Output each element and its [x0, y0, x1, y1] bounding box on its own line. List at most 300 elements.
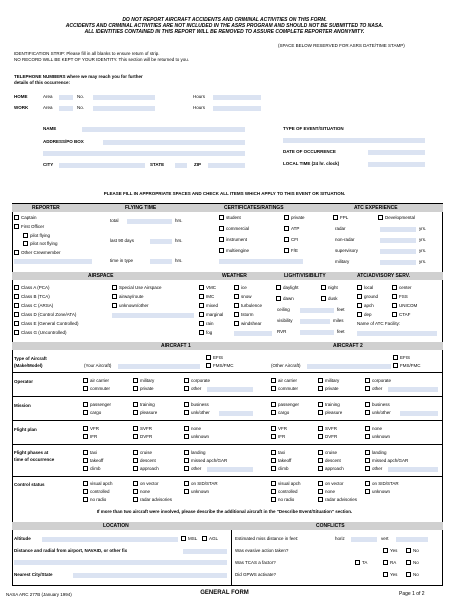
fpl-label: FPL [340, 215, 349, 220]
fss-checkbox[interactable] [392, 294, 397, 299]
form-title: GENERAL FORM [200, 590, 249, 596]
supervisory-yrs-field[interactable] [380, 249, 416, 254]
ac1-air-carrier-checkbox[interactable] [83, 378, 88, 383]
ac1-vfr-checkbox[interactable] [83, 426, 88, 431]
ac2-business-checkbox[interactable] [365, 402, 370, 407]
rain-label: rain [206, 321, 214, 326]
gpws-yes-label: Yes [390, 572, 398, 577]
ac2-phase-other-checkbox[interactable] [365, 466, 370, 471]
ceiling-unit: feet [337, 307, 345, 312]
ac2-missed-checkbox[interactable] [365, 458, 370, 463]
msl-checkbox[interactable] [181, 536, 186, 541]
conflicts-header: CONFLICTS [316, 523, 345, 529]
distance-radial-field[interactable] [183, 549, 227, 554]
zip-label: ZIP [194, 162, 202, 167]
special-use-checkbox[interactable] [112, 285, 117, 290]
ac2-approach-checkbox[interactable] [318, 466, 323, 471]
commercial-checkbox[interactable] [219, 226, 224, 231]
distance-radial-label: Distance and radial from airport, NAVAID, or other fix [14, 548, 128, 553]
ac1-landing-label: landing [191, 450, 206, 455]
evasive-action-label: Was evasive action taken? [235, 548, 289, 553]
altitude-field[interactable] [42, 537, 178, 542]
local-time-field[interactable] [368, 162, 425, 167]
ac1-climb-checkbox[interactable] [83, 466, 88, 471]
dusk-checkbox[interactable] [321, 296, 326, 301]
ac1-dvfr-label: DVFR [140, 434, 153, 439]
ac2-passenger-checkbox[interactable] [271, 402, 276, 407]
airspace-other-field[interactable] [112, 313, 194, 318]
class-d-label: Class D (Control Zone/ATA) [21, 312, 77, 317]
home-hours-field[interactable] [213, 95, 261, 100]
pilot-flying-checkbox[interactable] [23, 233, 28, 238]
center-label: center [399, 285, 412, 290]
msl-label: MSL [188, 536, 198, 541]
ac1-fp-unknown-checkbox[interactable] [184, 434, 189, 439]
ground-label: ground [364, 294, 379, 299]
ac1-svfr-checkbox[interactable] [133, 426, 138, 431]
aircraft-2-efis-label: EFIS [400, 355, 411, 360]
imc-label: IMC [206, 294, 215, 299]
ac2-landing-checkbox[interactable] [365, 450, 370, 455]
ac2-visual-apch-label: visual apch [278, 481, 301, 486]
home-hours-label: Hours [193, 94, 206, 99]
radar-yrs-field[interactable] [380, 227, 416, 232]
home-label: HOME [14, 94, 28, 99]
multiengine-checkbox[interactable] [219, 248, 224, 253]
ceiling-field[interactable] [300, 308, 334, 313]
ac2-controlled-checkbox[interactable] [271, 489, 276, 494]
captain-checkbox[interactable] [14, 215, 19, 220]
date-occurrence-label: DATE OF OCCURRENCE [283, 149, 336, 154]
ac1-taxi-checkbox[interactable] [83, 450, 88, 455]
ac2-cs-none-checkbox[interactable] [318, 489, 323, 494]
aircraft-2-fms-label: FMS/FMC [400, 363, 421, 368]
notice-line-1: DO NOT REPORT AIRCRAFT ACCIDENTS AND CRIMINAL ACTIVITIES ON THIS FORM. [122, 17, 327, 23]
fe-checkbox[interactable] [284, 248, 289, 253]
tcas-ra-checkbox[interactable] [383, 560, 388, 565]
gpws-no-label: No [413, 572, 419, 577]
ac1-fp-none-checkbox[interactable] [184, 426, 189, 431]
ac1-no-radio-label: no radio [90, 497, 107, 502]
tcas-factor-label: Was TCAS a factor? [235, 560, 276, 565]
name-field[interactable] [82, 127, 245, 132]
instrument-checkbox[interactable] [219, 237, 224, 242]
ac1-takeoff-checkbox[interactable] [83, 458, 88, 463]
section-4-header [12, 522, 443, 530]
ac1-phase-other-field[interactable] [207, 467, 253, 472]
airway-checkbox[interactable] [112, 294, 117, 299]
ac2-air-carrier-label: air carrier [278, 378, 298, 383]
ac1-on-vector-checkbox[interactable] [133, 481, 138, 486]
other-aircraft-label: (Other Aircraft) [271, 363, 301, 368]
ac1-ifr-checkbox[interactable] [83, 434, 88, 439]
home-area-label: Area [43, 94, 53, 99]
ac2-military-label: military [325, 378, 340, 383]
reporter-header: REPORTER [32, 205, 60, 211]
atc-experience-header: ATC EXPERIENCE [354, 205, 398, 211]
home-area-field[interactable] [59, 95, 73, 100]
imc-checkbox[interactable] [199, 294, 204, 299]
ac2-vfr-checkbox[interactable] [271, 426, 276, 431]
visibility-label: visibility [277, 318, 293, 323]
ac1-training-label: training [140, 402, 155, 407]
ac2-commuter-label: commuter [278, 386, 299, 391]
ac2-cs-none-label: none [325, 489, 336, 494]
tcas-ta-checkbox[interactable] [355, 560, 360, 565]
unknown-other-airspace-label: unknown/other [119, 303, 149, 308]
ground-checkbox[interactable] [357, 294, 362, 299]
evasive-no-checkbox[interactable] [406, 548, 411, 553]
horiz-label: horiz [335, 536, 345, 541]
ac1-descent-checkbox[interactable] [133, 458, 138, 463]
ac2-operator-other-field[interactable] [388, 387, 438, 392]
atc-facility-field[interactable] [357, 331, 437, 336]
atc-facility-label: Name of ATC Facility: [357, 321, 401, 326]
ac1-cruise-label: cruise [140, 450, 153, 455]
state-field[interactable] [175, 163, 187, 168]
ac1-takeoff-label: takeoff [90, 458, 104, 463]
unicom-label: UNICOM [399, 303, 418, 308]
center-checkbox[interactable] [392, 285, 397, 290]
marginal-checkbox[interactable] [199, 312, 204, 317]
ac1-svfr-label: SVFR [140, 426, 153, 431]
class-g-label: Class G (Uncontrolled) [21, 330, 67, 335]
atp-checkbox[interactable] [284, 226, 289, 231]
home-number-field[interactable] [93, 95, 155, 100]
ac1-cargo-checkbox[interactable] [83, 410, 88, 415]
ac2-fp-unknown-checkbox[interactable] [365, 434, 370, 439]
windshear-label: windshear [241, 321, 262, 326]
weather-header: WEATHER [222, 273, 247, 279]
marginal-label: marginal [206, 312, 224, 317]
student-checkbox[interactable] [219, 215, 224, 220]
class-a-label: Class A (PCA) [21, 285, 50, 290]
ac1-phase-other-label: other [191, 466, 202, 471]
notice-line-2: ACCIDENTS AND CRIMINAL ACTIVITIES ARE NOT INCLUDED IN THE ASRS PROGRAM AND SHOULD NOT BE SUBMITTED TO NASA. [65, 23, 384, 29]
other-crew-checkbox[interactable] [14, 250, 19, 255]
ac2-pleasure-checkbox[interactable] [318, 410, 323, 415]
gpws-label: Did GPWS activate? [235, 572, 277, 577]
ac1-cargo-label: cargo [90, 410, 102, 415]
ac2-phase-other-field[interactable] [388, 467, 438, 472]
private-cert-label: private [291, 215, 305, 220]
aircraft-2-fms-checkbox[interactable] [393, 363, 398, 368]
ac1-visual-apch-label: visual apch [90, 481, 113, 486]
daylight-checkbox[interactable] [276, 285, 281, 290]
time-type-hrs-field[interactable] [150, 259, 172, 264]
ac1-business-checkbox[interactable] [184, 402, 189, 407]
visibility-field[interactable] [300, 319, 330, 324]
tcas-no-label: No [413, 560, 419, 565]
ac2-private-checkbox[interactable] [318, 386, 323, 391]
total-hrs-field[interactable] [127, 219, 172, 224]
agl-checkbox[interactable] [202, 536, 207, 541]
ac1-unk-other-checkbox[interactable] [184, 410, 189, 415]
windshear-checkbox[interactable] [234, 321, 239, 326]
divider [12, 396, 443, 397]
weather-other-field[interactable] [234, 331, 272, 336]
state-label: STATE [150, 162, 165, 167]
operator-label: Operator [14, 379, 34, 384]
ac2-svfr-label: SVFR [325, 426, 338, 431]
unicom-checkbox[interactable] [392, 303, 397, 308]
ac2-cruise-checkbox[interactable] [318, 450, 323, 455]
military-yrs-field[interactable] [380, 260, 416, 265]
time-type-hrs-unit: hrs. [175, 258, 183, 263]
ac2-radar-adv-label: radar advisories [325, 497, 358, 502]
work-number-field[interactable] [93, 106, 155, 111]
ac2-corporate-label: corporate [372, 378, 392, 383]
apch-label: apch [364, 303, 374, 308]
tstorm-checkbox[interactable] [234, 312, 239, 317]
ac1-unk-other-label: unk/other [191, 410, 210, 415]
ac2-taxi-checkbox[interactable] [271, 450, 276, 455]
ac1-no-radio-checkbox[interactable] [83, 497, 88, 502]
divider [12, 372, 443, 373]
other-cert-field[interactable] [219, 259, 303, 264]
supervisory-yrs-unit: yrs. [419, 248, 427, 253]
evasive-yes-checkbox[interactable] [383, 548, 388, 553]
aircraft-1-type-field[interactable] [118, 364, 200, 369]
ac1-passenger-checkbox[interactable] [83, 402, 88, 407]
ident-strip-line-1: IDENTIFICATION STRIP: Please fill in all blanks to ensure return of strip. [14, 51, 160, 56]
aircraft-1-fms-label: FMS/FMC [213, 363, 234, 368]
notice-line-3: ALL IDENTITIES CONTAINED IN THIS REPORT WILL BE REMOVED TO ASSURE COMPLETE REPORTER ANONYMITY. [84, 29, 365, 35]
ac1-missed-label: missed apch/GAR [191, 458, 228, 463]
local-time-label: LOCAL TIME (24 hr. clock) [283, 161, 340, 166]
ac2-fp-none-checkbox[interactable] [365, 426, 370, 431]
ac2-commuter-checkbox[interactable] [271, 386, 276, 391]
ac1-pleasure-checkbox[interactable] [133, 410, 138, 415]
date-occurrence-field[interactable] [368, 150, 425, 155]
class-d-checkbox[interactable] [14, 312, 19, 317]
ac2-radar-adv-checkbox[interactable] [318, 497, 323, 502]
aircraft-1-efis-label: EFIS [213, 355, 224, 360]
unknown-other-airspace-checkbox[interactable] [112, 303, 117, 308]
ac2-on-sid-checkbox[interactable] [365, 481, 370, 486]
city-label: CITY [43, 162, 54, 167]
ac1-commuter-checkbox[interactable] [83, 386, 88, 391]
ac1-controlled-label: controlled [90, 489, 110, 494]
aircraft-1-efis-checkbox[interactable] [206, 355, 211, 360]
rvr-unit: feet [337, 329, 345, 334]
daylight-label: daylight [283, 285, 299, 290]
more-aircraft-note: If more than two aircraft were involved, please describe the additional aircraft in the "Describe Event/Situation" section. [96, 509, 353, 514]
address-field[interactable] [103, 140, 245, 145]
ac1-passenger-label: passenger [90, 402, 112, 407]
mission-label: Mission [14, 403, 31, 408]
developmental-checkbox[interactable] [378, 215, 383, 220]
last90-hrs-field[interactable] [150, 239, 172, 244]
ac2-cs-unknown-checkbox[interactable] [365, 489, 370, 494]
gpws-no-checkbox[interactable] [406, 572, 411, 577]
ac2-military-checkbox[interactable] [318, 378, 323, 383]
class-g-checkbox[interactable] [14, 330, 19, 335]
home-no-label: No. [77, 94, 85, 99]
fss-label: FSS [399, 294, 408, 299]
ac1-other-label: other [191, 386, 202, 391]
ac2-training-checkbox[interactable] [318, 402, 323, 407]
ac2-on-vector-checkbox[interactable] [318, 481, 323, 486]
ac2-cargo-checkbox[interactable] [271, 410, 276, 415]
apch-checkbox[interactable] [357, 303, 362, 308]
ac1-business-label: business [191, 402, 209, 407]
aircraft-2-type-field[interactable] [307, 364, 391, 369]
ac1-private-checkbox[interactable] [133, 386, 138, 391]
ac1-phase-other-checkbox[interactable] [184, 466, 189, 471]
ac1-other-checkbox[interactable] [184, 386, 189, 391]
ac1-on-sid-checkbox[interactable] [184, 481, 189, 486]
ac2-air-carrier-checkbox[interactable] [271, 378, 276, 383]
ceiling-label: ceiling [277, 307, 290, 312]
ac2-dvfr-checkbox[interactable] [318, 434, 323, 439]
ac1-cs-unknown-checkbox[interactable] [184, 489, 189, 494]
ac1-mission-other-field[interactable] [219, 411, 253, 416]
horiz-field[interactable] [351, 537, 377, 542]
ac1-visual-apch-checkbox[interactable] [83, 481, 88, 486]
ac1-controlled-checkbox[interactable] [83, 489, 88, 494]
class-a-checkbox[interactable] [14, 285, 19, 290]
mixed-checkbox[interactable] [199, 303, 204, 308]
class-c-checkbox[interactable] [14, 303, 19, 308]
ac2-descent-checkbox[interactable] [318, 458, 323, 463]
atp-label: ATP [291, 226, 300, 231]
instrument-label: instrument [226, 237, 248, 242]
tcas-no-checkbox[interactable] [406, 560, 411, 565]
ac1-private-label: private [140, 386, 154, 391]
ac1-training-checkbox[interactable] [133, 402, 138, 407]
ac1-on-sid-label: on SID/STAR [191, 481, 218, 486]
cfi-checkbox[interactable] [284, 237, 289, 242]
ac1-approach-checkbox[interactable] [133, 466, 138, 471]
snow-label: snow [241, 294, 252, 299]
ac2-climb-label: climb [278, 466, 289, 471]
fpl-checkbox[interactable] [333, 215, 338, 220]
dusk-label: dusk [328, 296, 338, 301]
ac1-fp-none-label: none [191, 426, 202, 431]
ac2-dvfr-label: DVFR [325, 434, 338, 439]
dawn-checkbox[interactable] [276, 296, 281, 301]
private-cert-checkbox[interactable] [284, 215, 289, 220]
other-crew-field[interactable] [14, 259, 92, 264]
ac2-other-checkbox[interactable] [365, 386, 370, 391]
ac2-corporate-checkbox[interactable] [365, 378, 370, 383]
work-hours-field[interactable] [213, 106, 261, 111]
visibility-unit: miles [333, 318, 344, 323]
non-radar-yrs-field[interactable] [380, 238, 416, 243]
class-b-checkbox[interactable] [14, 294, 19, 299]
type-event-field[interactable] [283, 138, 425, 143]
ac1-cs-none-checkbox[interactable] [133, 489, 138, 494]
class-c-label: Class C (ARSA) [21, 303, 54, 308]
ac1-radar-adv-checkbox[interactable] [133, 497, 138, 502]
turbulence-checkbox[interactable] [234, 303, 239, 308]
ac2-ifr-checkbox[interactable] [271, 434, 276, 439]
ac1-on-vector-label: on vector [140, 481, 159, 486]
night-checkbox[interactable] [321, 285, 326, 290]
ident-strip-line-2: NO RECORD WILL BE KEPT OF YOUR IDENTITY. This section will be returned to you. [14, 57, 190, 62]
ac2-vfr-label: VFR [278, 426, 287, 431]
page-number: Page 1 of 2 [399, 591, 425, 597]
ac2-svfr-checkbox[interactable] [318, 426, 323, 431]
atc-advisory-header: ATC/ADVISORY SERV. [357, 273, 410, 279]
total-label: total [110, 218, 119, 223]
ac2-visual-apch-checkbox[interactable] [271, 481, 276, 486]
ac1-landing-checkbox[interactable] [184, 450, 189, 455]
developmental-label: Developmental [385, 215, 416, 220]
ac1-missed-checkbox[interactable] [184, 458, 189, 463]
ac1-air-carrier-label: air carrier [90, 378, 110, 383]
vert-field[interactable] [396, 537, 428, 542]
ac1-corporate-checkbox[interactable] [184, 378, 189, 383]
ac2-takeoff-checkbox[interactable] [271, 458, 276, 463]
ac2-climb-checkbox[interactable] [271, 466, 276, 471]
nearest-city-field[interactable] [73, 573, 227, 578]
ac2-unk-other-checkbox[interactable] [365, 410, 370, 415]
rvr-label: RVR [277, 329, 287, 334]
ac2-private-label: private [325, 386, 339, 391]
class-e-label: Class E (General Controlled) [21, 321, 79, 326]
distance-radial-field-2[interactable] [14, 560, 227, 565]
ac2-phase-other-label: other [372, 466, 383, 471]
vmc-checkbox[interactable] [199, 285, 204, 290]
gpws-yes-checkbox[interactable] [383, 572, 388, 577]
address-field-2[interactable] [43, 151, 245, 156]
rain-checkbox[interactable] [199, 321, 204, 326]
ac1-operator-other-field[interactable] [207, 387, 253, 392]
ac2-cruise-label: cruise [325, 450, 338, 455]
dep-checkbox[interactable] [357, 312, 362, 317]
ac1-ifr-label: IFR [90, 434, 98, 439]
address-label: ADDRESS/PO BOX [43, 139, 84, 144]
airspace-header: AIRSPACE [88, 273, 114, 279]
class-e-checkbox[interactable] [14, 321, 19, 326]
city-field[interactable] [59, 163, 145, 168]
divider [12, 444, 443, 445]
your-aircraft-label: (Your Aircraft) [84, 363, 112, 368]
vmc-label: VMC [206, 285, 216, 290]
ctaf-checkbox[interactable] [392, 312, 397, 317]
altitude-label: Altitude [14, 536, 31, 541]
first-officer-label: First Officer [21, 224, 45, 229]
ac2-taxi-label: taxi [278, 450, 286, 455]
section-3-header [12, 342, 443, 350]
ac1-military-checkbox[interactable] [133, 378, 138, 383]
aircraft-1-fms-checkbox[interactable] [206, 363, 211, 368]
local-checkbox[interactable] [357, 285, 362, 290]
ac2-mission-other-field[interactable] [400, 411, 438, 416]
ac1-dvfr-checkbox[interactable] [133, 434, 138, 439]
flying-time-header: FLYING TIME [125, 205, 157, 211]
pilot-flying-label: pilot flying [30, 233, 51, 238]
zip-field[interactable] [208, 163, 245, 168]
work-area-field[interactable] [59, 106, 73, 111]
first-officer-checkbox[interactable] [14, 224, 19, 229]
certificates-header: CERTIFICATES/RATINGS [224, 205, 284, 211]
ac1-fp-unknown-label: unknown [191, 434, 210, 439]
pilot-not-flying-checkbox[interactable] [23, 241, 28, 246]
aircraft-2-efis-checkbox[interactable] [393, 355, 398, 360]
ac2-no-radio-checkbox[interactable] [271, 497, 276, 502]
pilot-not-flying-label: pilot not flying [30, 241, 58, 246]
ac1-cruise-checkbox[interactable] [133, 450, 138, 455]
ice-checkbox[interactable] [234, 285, 239, 290]
work-hours-label: Hours [193, 105, 206, 110]
snow-checkbox[interactable] [234, 294, 239, 299]
rvr-field[interactable] [300, 330, 334, 335]
ac2-business-label: business [372, 402, 390, 407]
fog-checkbox[interactable] [199, 330, 204, 335]
